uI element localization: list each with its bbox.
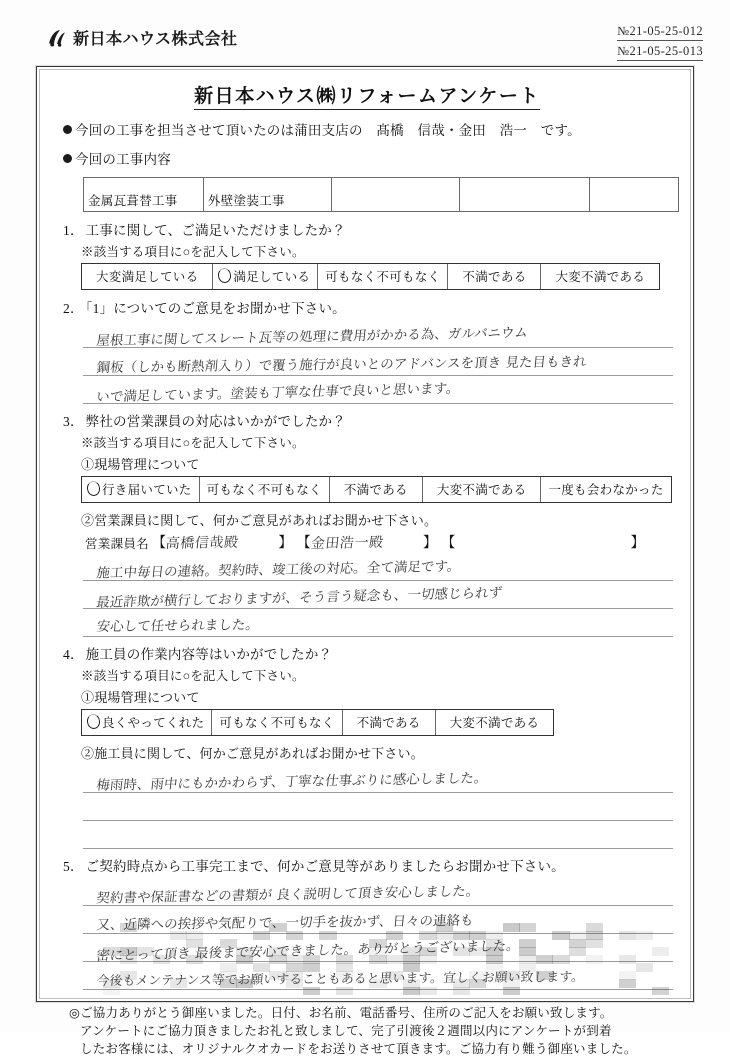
- question-4-answer: [83, 765, 673, 849]
- work-cell-4: [460, 178, 590, 212]
- handwritten-text: 最近詐欺が横行しておりますが、そう言う疑念も、一切感じられず: [95, 586, 503, 611]
- footer-note: [69, 1004, 671, 1058]
- redacted-personal-info: [103, 923, 669, 995]
- bracket-close: 】: [278, 536, 293, 551]
- choice-label: 大変不満である: [449, 716, 540, 730]
- handwritten-text: いで満足しています。塗装も丁寧な仕事で良いと思います。: [95, 381, 461, 406]
- choice-label: 可もなく不可もなく: [219, 716, 335, 730]
- staff-field-3[interactable]: [441, 532, 645, 552]
- staff-field-1[interactable]: [152, 532, 293, 552]
- staff-name-3: [455, 545, 630, 548]
- choice-label: 大変不満である: [555, 270, 646, 284]
- question-4-number: 4．: [63, 647, 84, 662]
- choice-daihen-fuman[interactable]: [423, 477, 542, 502]
- answer-line: [83, 821, 673, 849]
- choice-kamonaku[interactable]: [318, 264, 448, 289]
- answer-line: [83, 348, 673, 376]
- question-2-answer: [83, 320, 673, 404]
- question-4-sub2: ②施工員に関して、何かご意見があればお聞かせ下さい。: [81, 746, 424, 761]
- work-cell-3: [332, 178, 460, 212]
- choice-label: 良くやってくれた: [102, 716, 205, 730]
- page-title-text: 新日本ハウス㈱リフォームアンケート: [194, 85, 540, 110]
- question-1: [63, 219, 671, 239]
- question-4: [63, 643, 671, 663]
- staff-name-row: [85, 532, 671, 552]
- staff-name-label: 営業課員名: [85, 537, 150, 551]
- question-2-number: 2．: [63, 301, 84, 316]
- handwritten-circle-icon: [86, 480, 101, 497]
- question-3: [63, 410, 671, 430]
- choice-label: 不満である: [356, 716, 421, 730]
- staff-field-2[interactable]: [297, 532, 438, 552]
- letterhead: [46, 26, 238, 49]
- handwritten-circle-icon: [86, 713, 101, 730]
- question-5: [63, 855, 671, 875]
- choice-yokuyattekureta[interactable]: [82, 710, 212, 735]
- answer-line: [83, 609, 673, 637]
- work-content-label-text: 今回の工事内容: [75, 152, 171, 167]
- question-1-choices: [81, 263, 660, 290]
- handwritten-circle-icon: [217, 267, 232, 284]
- bullet-icon: [63, 125, 72, 134]
- answer-line: [83, 878, 673, 906]
- choice-label: 満足している: [233, 270, 311, 284]
- handwritten-text: 施工中毎日の連絡。契約時、竣工後の対応。全て満足です。: [95, 559, 462, 582]
- work-cell-2: 外壁塗装工事: [204, 178, 332, 212]
- document-numbers: [617, 24, 703, 64]
- question-5-text: ご契約時点から工事完工まで、何かご意見等がありましたらお聞かせ下さい。: [85, 859, 565, 874]
- choice-label: 可もなく不可もなく: [206, 483, 322, 497]
- work-cell-1: 金属瓦葺替工事: [84, 178, 204, 212]
- bracket-open: 【: [296, 536, 311, 551]
- choice-label: 可もなく不可もなく: [325, 270, 441, 284]
- work-cell-5: [590, 178, 679, 212]
- answer-line: [83, 793, 673, 821]
- question-2: [63, 297, 671, 317]
- question-2-text: 「1」についてのご意見をお聞かせ下さい。: [85, 301, 346, 316]
- question-1-text: 工事に関して、ご満足いただけましたか？: [85, 223, 346, 238]
- answer-line: [83, 320, 673, 348]
- document-number-1: №21-05-25-012: [617, 24, 703, 41]
- staff-name-2: 金田浩一殿: [309, 534, 385, 552]
- question-3-text: 弊社の営業課員の対応はいかがでしたか？: [85, 414, 346, 429]
- choice-label: 行き届いていた: [102, 483, 192, 497]
- question-4-choices: [81, 709, 554, 736]
- company-logo-icon: [46, 27, 68, 49]
- choice-yukitodoite[interactable]: [82, 477, 200, 502]
- question-3-answer: [83, 553, 673, 637]
- question-4-subhead: ①現場管理について: [81, 690, 200, 705]
- choice-label: 大変満足している: [96, 270, 199, 284]
- answer-line: [83, 765, 673, 793]
- question-3-choices: [81, 476, 672, 503]
- answer-line: [83, 376, 673, 404]
- handwritten-text: 契約書や保証書などの書類が 良く説明して頂き安心しました。: [95, 884, 481, 907]
- question-5-number: 5．: [63, 859, 84, 874]
- question-3-note: ※該当する項目に○を記入して下さい。: [81, 436, 305, 450]
- document-number-2: №21-05-25-013: [617, 44, 703, 61]
- choice-label: 不満である: [343, 483, 408, 497]
- choice-kamonaku[interactable]: [200, 477, 330, 502]
- question-3-sub2: ②営業課員に関して、何かご意見があればお聞かせ下さい。: [81, 513, 438, 528]
- bracket-open: 【: [441, 536, 456, 551]
- choice-daihen-fuman[interactable]: [541, 264, 659, 289]
- question-3-subhead: ①現場管理について: [81, 457, 200, 472]
- choice-fuman[interactable]: [448, 264, 541, 289]
- choice-daihen-manzoku[interactable]: [82, 264, 213, 289]
- handwritten-text: 屋根工事に関してスレート瓦等の処理に費用がかかる為、ガルバニウム: [95, 325, 529, 350]
- question-1-note: ※該当する項目に○を記入して下さい。: [81, 245, 305, 259]
- choice-manzoku[interactable]: [213, 264, 318, 289]
- bracket-close: 】: [422, 536, 438, 551]
- page-title: [63, 81, 671, 108]
- handwritten-text: 鋼板（しかも断熱剤入り）で覆う施行が良いとのアドバンスを頂き 見た目もきれ: [95, 355, 588, 376]
- bracket-close: 】: [630, 536, 645, 551]
- intro-line: [63, 119, 671, 139]
- bullet-icon: [63, 154, 72, 163]
- handwritten-text: 梅雨時、雨中にもかかわらず、丁寧な仕事ぶりに感心しました。: [95, 771, 489, 794]
- handwritten-text: 密にとって頂き 最後まで安心できました。ありがとうございました。: [95, 938, 521, 965]
- intro-text: 今回の工事を担当させて頂いたのは蒲田支店の 髙橋 信哉・金田 浩一 です。: [75, 123, 581, 138]
- answer-line: [83, 553, 673, 581]
- choice-label: 不満である: [462, 270, 527, 284]
- company-name: 新日本ハウス株式会社: [73, 29, 238, 48]
- choice-ichidomo-awanakatta[interactable]: [541, 477, 670, 502]
- work-content-table: [83, 177, 679, 212]
- choice-fuman[interactable]: [330, 477, 423, 502]
- handwritten-text: 安心して任せられました。: [96, 618, 260, 635]
- question-3-number: 3．: [63, 414, 84, 429]
- table-row: [84, 178, 679, 212]
- choice-fuman[interactable]: [343, 710, 436, 735]
- choice-label: 大変不満である: [436, 483, 527, 497]
- survey-form-frame: [36, 66, 694, 1057]
- question-4-note: ※該当する項目に○を記入して下さい。: [81, 669, 305, 683]
- question-4-text: 施工員の作業内容等はいかがでしたか？: [85, 647, 333, 662]
- work-content-label: [63, 148, 671, 168]
- choice-label: 一度も会わなかった: [548, 483, 664, 497]
- question-1-number: 1．: [63, 223, 84, 238]
- answer-line: [83, 581, 673, 609]
- handwritten-text: 又、近隣への挨拶や気配りで、一切手を抜かず、日々の連絡も: [95, 913, 475, 934]
- footer-line-3: したお客様には、オリジナルクオカードをお送りさせて頂きます。ご協力有り難う御座いました。: [80, 1042, 637, 1057]
- staff-name-1: 高橋信哉殿: [165, 534, 240, 552]
- choice-kamonaku[interactable]: [212, 710, 342, 735]
- handwritten-text: 今後もメンテナンス等でお願いすることもあると思います。宜しくお願い致します。: [96, 969, 585, 990]
- footer-line-1: ◎ご協力ありがとう御座いました。日付、お名前、電話番号、住所のご記入をお願い致します。: [69, 1006, 613, 1020]
- bracket-open: 【: [152, 536, 167, 551]
- footer-line-2: アンケートにご協力頂きましたお礼と致しまして、完了引渡後２週間以内にアンケートが到着: [80, 1024, 612, 1039]
- choice-daihen-fuman[interactable]: [436, 710, 554, 735]
